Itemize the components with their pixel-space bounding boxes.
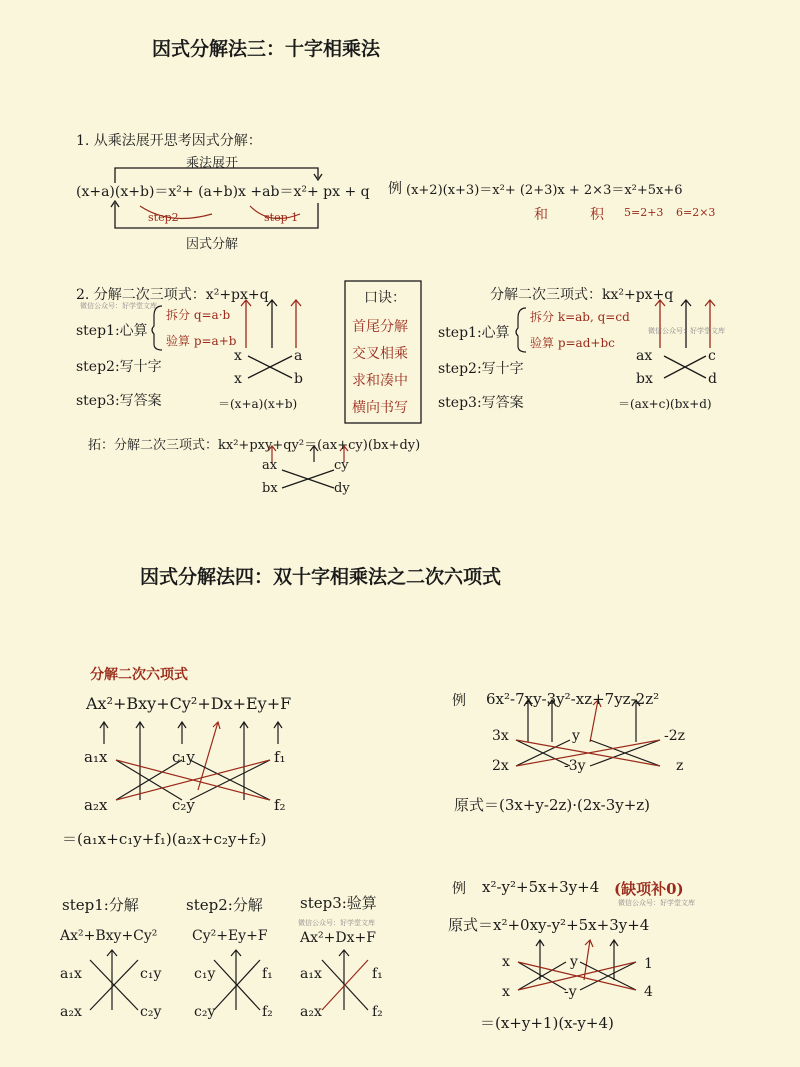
step3-a2: a₂x: [300, 1004, 322, 1020]
ex2-t1: x: [502, 954, 510, 970]
left-split: 拆分 q=a·b: [166, 308, 231, 322]
part1-heading: 1. 从乘法展开思考因式分解：: [76, 133, 262, 149]
sixterm-step3-formula: Ax²+Dx+F: [300, 930, 376, 946]
step2-f2: f₂: [262, 1004, 273, 1020]
general-a1: a₁x: [84, 748, 108, 766]
mnemonic-line-4: 横向书写: [352, 400, 408, 416]
right-check: 验算 p=ad+bc: [530, 336, 615, 350]
mnemonic-line-2: 交叉相乘: [352, 346, 408, 362]
sixterm-step1-title: step1:分解: [62, 896, 139, 914]
factor-label: 因式分解: [186, 237, 239, 252]
sixterm-example1-prefix: 例: [452, 693, 466, 709]
sixterm-example2-note: (缺项补0): [614, 880, 684, 898]
expand-label: 乘法展开: [186, 156, 239, 171]
extension-cross-tl: ax: [262, 458, 278, 473]
left-cross-bl: x: [234, 371, 242, 387]
right-step3: step3:写答案: [438, 395, 524, 411]
ex1-b1: 2x: [492, 758, 509, 774]
watermark-2: 微信公众号：好学堂文库: [648, 327, 725, 335]
example1-sum: 5=2+3: [624, 206, 664, 219]
step2-tag: step2: [148, 211, 179, 224]
sixterm-step2-formula: Cy²+Ey+F: [192, 928, 268, 944]
sixterm-example2-expanded: 原式＝x²+0xy-y²+5x+3y+4: [448, 916, 650, 934]
left-step3: step3:写答案: [76, 393, 162, 409]
step3-f1: f₁: [372, 966, 383, 982]
general-f2: f₂: [274, 796, 286, 814]
step1-tag: step 1: [264, 211, 299, 224]
right-cross-bl: bx: [636, 371, 653, 387]
left-cross-tl: x: [234, 348, 242, 364]
extension-cross-tr: cy: [334, 458, 349, 473]
watermark-1: 微信公众号：好学堂文库: [80, 302, 157, 310]
general-a2: a₂x: [84, 796, 108, 814]
mnemonic-line-3: 求和凑中: [352, 373, 408, 389]
sixterm-example2-formula: x²-y²+5x+3y+4: [482, 878, 600, 896]
ex1-t1: 3x: [492, 728, 509, 744]
general-f1: f₁: [274, 748, 286, 766]
step1-c1: c₁y: [140, 966, 162, 982]
extension-cross-br: dy: [334, 481, 350, 496]
mnemonic-line-1: 首尾分解: [352, 319, 408, 335]
step1-c2: c₂y: [140, 1004, 162, 1020]
ex1-b3: z: [676, 758, 684, 774]
step3-f2: f₂: [372, 1004, 383, 1020]
right-split: 拆分 k=ab, q=cd: [530, 310, 630, 324]
ex2-b3: 4: [644, 984, 653, 1000]
section3-title: 因式分解法三：十字相乘法: [152, 38, 381, 60]
right-answer: ＝(ax+c)(bx+d): [618, 397, 712, 411]
ex2-answer: ＝(x+y+1)(x-y+4): [480, 1014, 614, 1032]
watermark-4: 微信公众号：好学堂文库: [618, 899, 695, 907]
ex2-b2: -y: [564, 984, 577, 1000]
ex1-t2: y: [572, 728, 580, 744]
general-formula: Ax²+Bxy+Cy²+Dx+Ey+F: [86, 694, 292, 713]
sixterm-example1-formula: 6x²-7xy-3y²-xz+7yz-2z²: [486, 690, 660, 708]
step2-c1: c₁y: [194, 966, 216, 982]
example1-formula: (x+2)(x+3)＝x²+ (2+3)x + 2×3＝x²+5x+6: [406, 183, 683, 198]
right-cross-tr: c: [708, 348, 716, 364]
sixterm-example2-prefix: 例: [452, 881, 466, 897]
step1-a1: a₁x: [60, 966, 82, 982]
left-cross-br: b: [294, 371, 303, 387]
left-step1: step1:心算: [76, 323, 148, 339]
step2-c2: c₂y: [194, 1004, 216, 1020]
left-step2: step2:写十字: [76, 359, 162, 375]
sixterm-heading: 分解二次六项式: [90, 667, 188, 683]
step2-f1: f₁: [262, 966, 273, 982]
right-heading: 分解二次三项式：kx²+px+q: [490, 287, 674, 303]
right-step1: step1:心算: [438, 325, 510, 341]
sixterm-step3-title: step3:验算: [300, 894, 377, 912]
section4-title: 因式分解法四：双十字相乘法之二次六项式: [140, 566, 502, 588]
step1-a2: a₂x: [60, 1004, 82, 1020]
right-cross-br: d: [708, 371, 717, 387]
ex1-b2: -3y: [564, 758, 586, 774]
left-heading: 2. 分解二次三项式：x²+px+q: [76, 287, 269, 303]
general-c1: c₁y: [172, 748, 195, 766]
left-cross-tr: a: [294, 348, 303, 364]
ex1-t3: -2z: [664, 728, 686, 744]
mnemonic-title: 口诀：: [364, 290, 406, 306]
ex2-t2: y: [570, 954, 578, 970]
left-check: 验算 p=a+b: [166, 334, 237, 348]
expansion-formula: (x+a)(x+b)＝x²+ (a+b)x +ab＝x²+ px + q: [76, 184, 370, 200]
general-c2: c₂y: [172, 796, 195, 814]
general-answer: ＝(a₁x+c₁y+f₁)(a₂x+c₂y+f₂): [62, 830, 267, 848]
sixterm-step2-title: step2:分解: [186, 896, 263, 914]
sixterm-step1-formula: Ax²+Bxy+Cy²: [60, 928, 158, 944]
example1-prefix: 例: [388, 181, 402, 197]
ex2-t3: 1: [644, 956, 653, 972]
example1-product-label: 积: [590, 207, 604, 223]
extension-cross-bl: bx: [262, 481, 278, 496]
right-step2: step2:写十字: [438, 361, 524, 377]
left-answer: ＝(x+a)(x+b): [218, 397, 298, 411]
watermark-3: 微信公众号：好学堂文库: [298, 919, 375, 927]
extension-heading: 拓：分解二次三项式：kx²+pxy+qy²＝(ax+cy)(bx+dy): [88, 438, 421, 453]
right-cross-tl: ax: [636, 348, 653, 364]
step3-a1: a₁x: [300, 966, 322, 982]
example1-product: 6=2×3: [676, 206, 716, 219]
ex1-answer: 原式＝(3x+y-2z)·(2x-3y+z): [454, 796, 651, 814]
ex2-b1: x: [502, 984, 510, 1000]
example1-sum-label: 和: [534, 207, 548, 223]
